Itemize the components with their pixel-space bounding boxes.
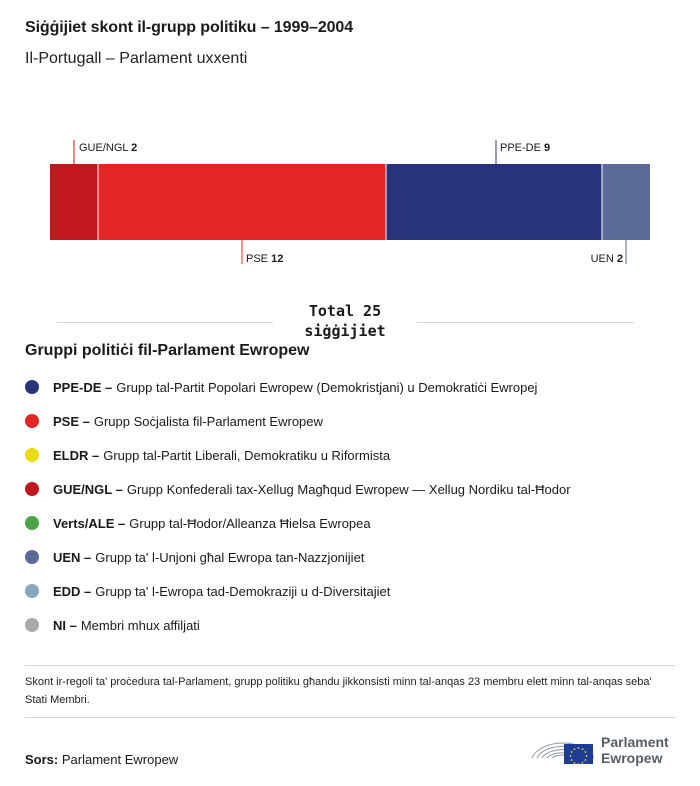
total-line-2: siġġijiet — [304, 322, 386, 340]
legend-swatch — [25, 380, 39, 394]
divider-left — [57, 322, 273, 323]
legend-description: Grupp tal-Ħodor/Alleanza Ħielsa Ewropea — [129, 515, 371, 531]
source-value: Parlament Ewropew — [61, 752, 179, 767]
legend-item — [25, 472, 571, 506]
legend-description: Grupp ta' l-Unjoni għal Ewropa tan-Nazzjonijiet — [95, 549, 365, 565]
chart-title: Siġġijiet skont il-grupp politiku – 1999–2004 — [25, 19, 354, 36]
legend-swatch — [25, 516, 39, 530]
legend-swatch — [25, 618, 39, 632]
separator-bottom — [25, 717, 675, 718]
legend-item — [25, 608, 571, 642]
legend-abbr: PPE-DE – — [53, 379, 113, 395]
legend-item — [25, 506, 571, 540]
legend-item — [25, 574, 571, 608]
legend-item — [25, 404, 571, 438]
data-label-uen: UEN 2 — [590, 253, 623, 265]
data-label-pse: PSE 12 — [246, 253, 284, 265]
source — [25, 752, 178, 767]
bar-segment-uen — [602, 164, 650, 240]
legend — [25, 370, 571, 642]
legend-description: Grupp Konfederali tax-Xellug Magħqud Ewropew — Xellug Nordiku tal-Ħodor — [126, 481, 571, 497]
legend-abbr: UEN – — [53, 549, 92, 565]
legend-abbr: EDD – — [53, 583, 92, 599]
legend-description: Grupp tal-Partit Liberali, Demokratiku u Riformista — [103, 447, 391, 463]
legend-swatch — [25, 414, 39, 428]
seat-bar-chart — [0, 130, 700, 280]
legend-title: Gruppi politiċi fil-Parlament Ewropew — [25, 342, 310, 359]
legend-item — [25, 540, 571, 574]
legend-description: Membri mhux affiljati — [80, 617, 200, 633]
legend-abbr: Verts/ALE – — [53, 515, 126, 531]
data-label-guengl: GUE/NGL 2 — [79, 142, 138, 154]
legend-swatch — [25, 482, 39, 496]
footnote: Skont ir-regoli ta' proċedura tal-Parlament, grupp politiku għandu jikkonsisti minn tal-anqas 23 membru elett minn tal-anqas seba' Stati Membri. — [25, 676, 652, 706]
chart-subtitle: Il-Portugall – Parlament uxxenti — [25, 50, 248, 67]
legend-item — [25, 370, 571, 404]
legend-swatch — [25, 584, 39, 598]
legend-swatch — [25, 550, 39, 564]
bar-segment-pse — [98, 164, 386, 240]
divider-right — [417, 322, 634, 323]
legend-description: Grupp tal-Partit Popolari Ewropew (Demokristjani) u Demokratiċi Ewropej — [116, 379, 538, 395]
data-label-ppede: PPE-DE 9 — [500, 142, 551, 154]
legend-swatch — [25, 448, 39, 462]
legend-abbr: GUE/NGL – — [53, 481, 123, 497]
logo-line-1: Parlament — [601, 734, 669, 750]
separator-top — [25, 665, 675, 666]
legend-abbr: ELDR – — [53, 447, 100, 463]
source-label: Sors: — [25, 752, 59, 767]
legend-description: Grupp Soċjalista fil-Parlament Ewropew — [93, 413, 323, 429]
logo-line-2: Ewropew — [601, 750, 663, 766]
total-line-1: Total 25 — [308, 302, 382, 320]
legend-description: Grupp ta' l-Ewropa tad-Demokraziji u d-Diversitajiet — [95, 583, 391, 599]
logo-text — [601, 734, 669, 766]
total-seats — [273, 301, 417, 341]
bar-segment-guengl — [50, 164, 98, 240]
legend-item — [25, 438, 571, 472]
legend-abbr: PSE – — [53, 413, 90, 429]
bar-segment-ppede — [386, 164, 602, 240]
legend-abbr: NI – — [53, 617, 77, 633]
